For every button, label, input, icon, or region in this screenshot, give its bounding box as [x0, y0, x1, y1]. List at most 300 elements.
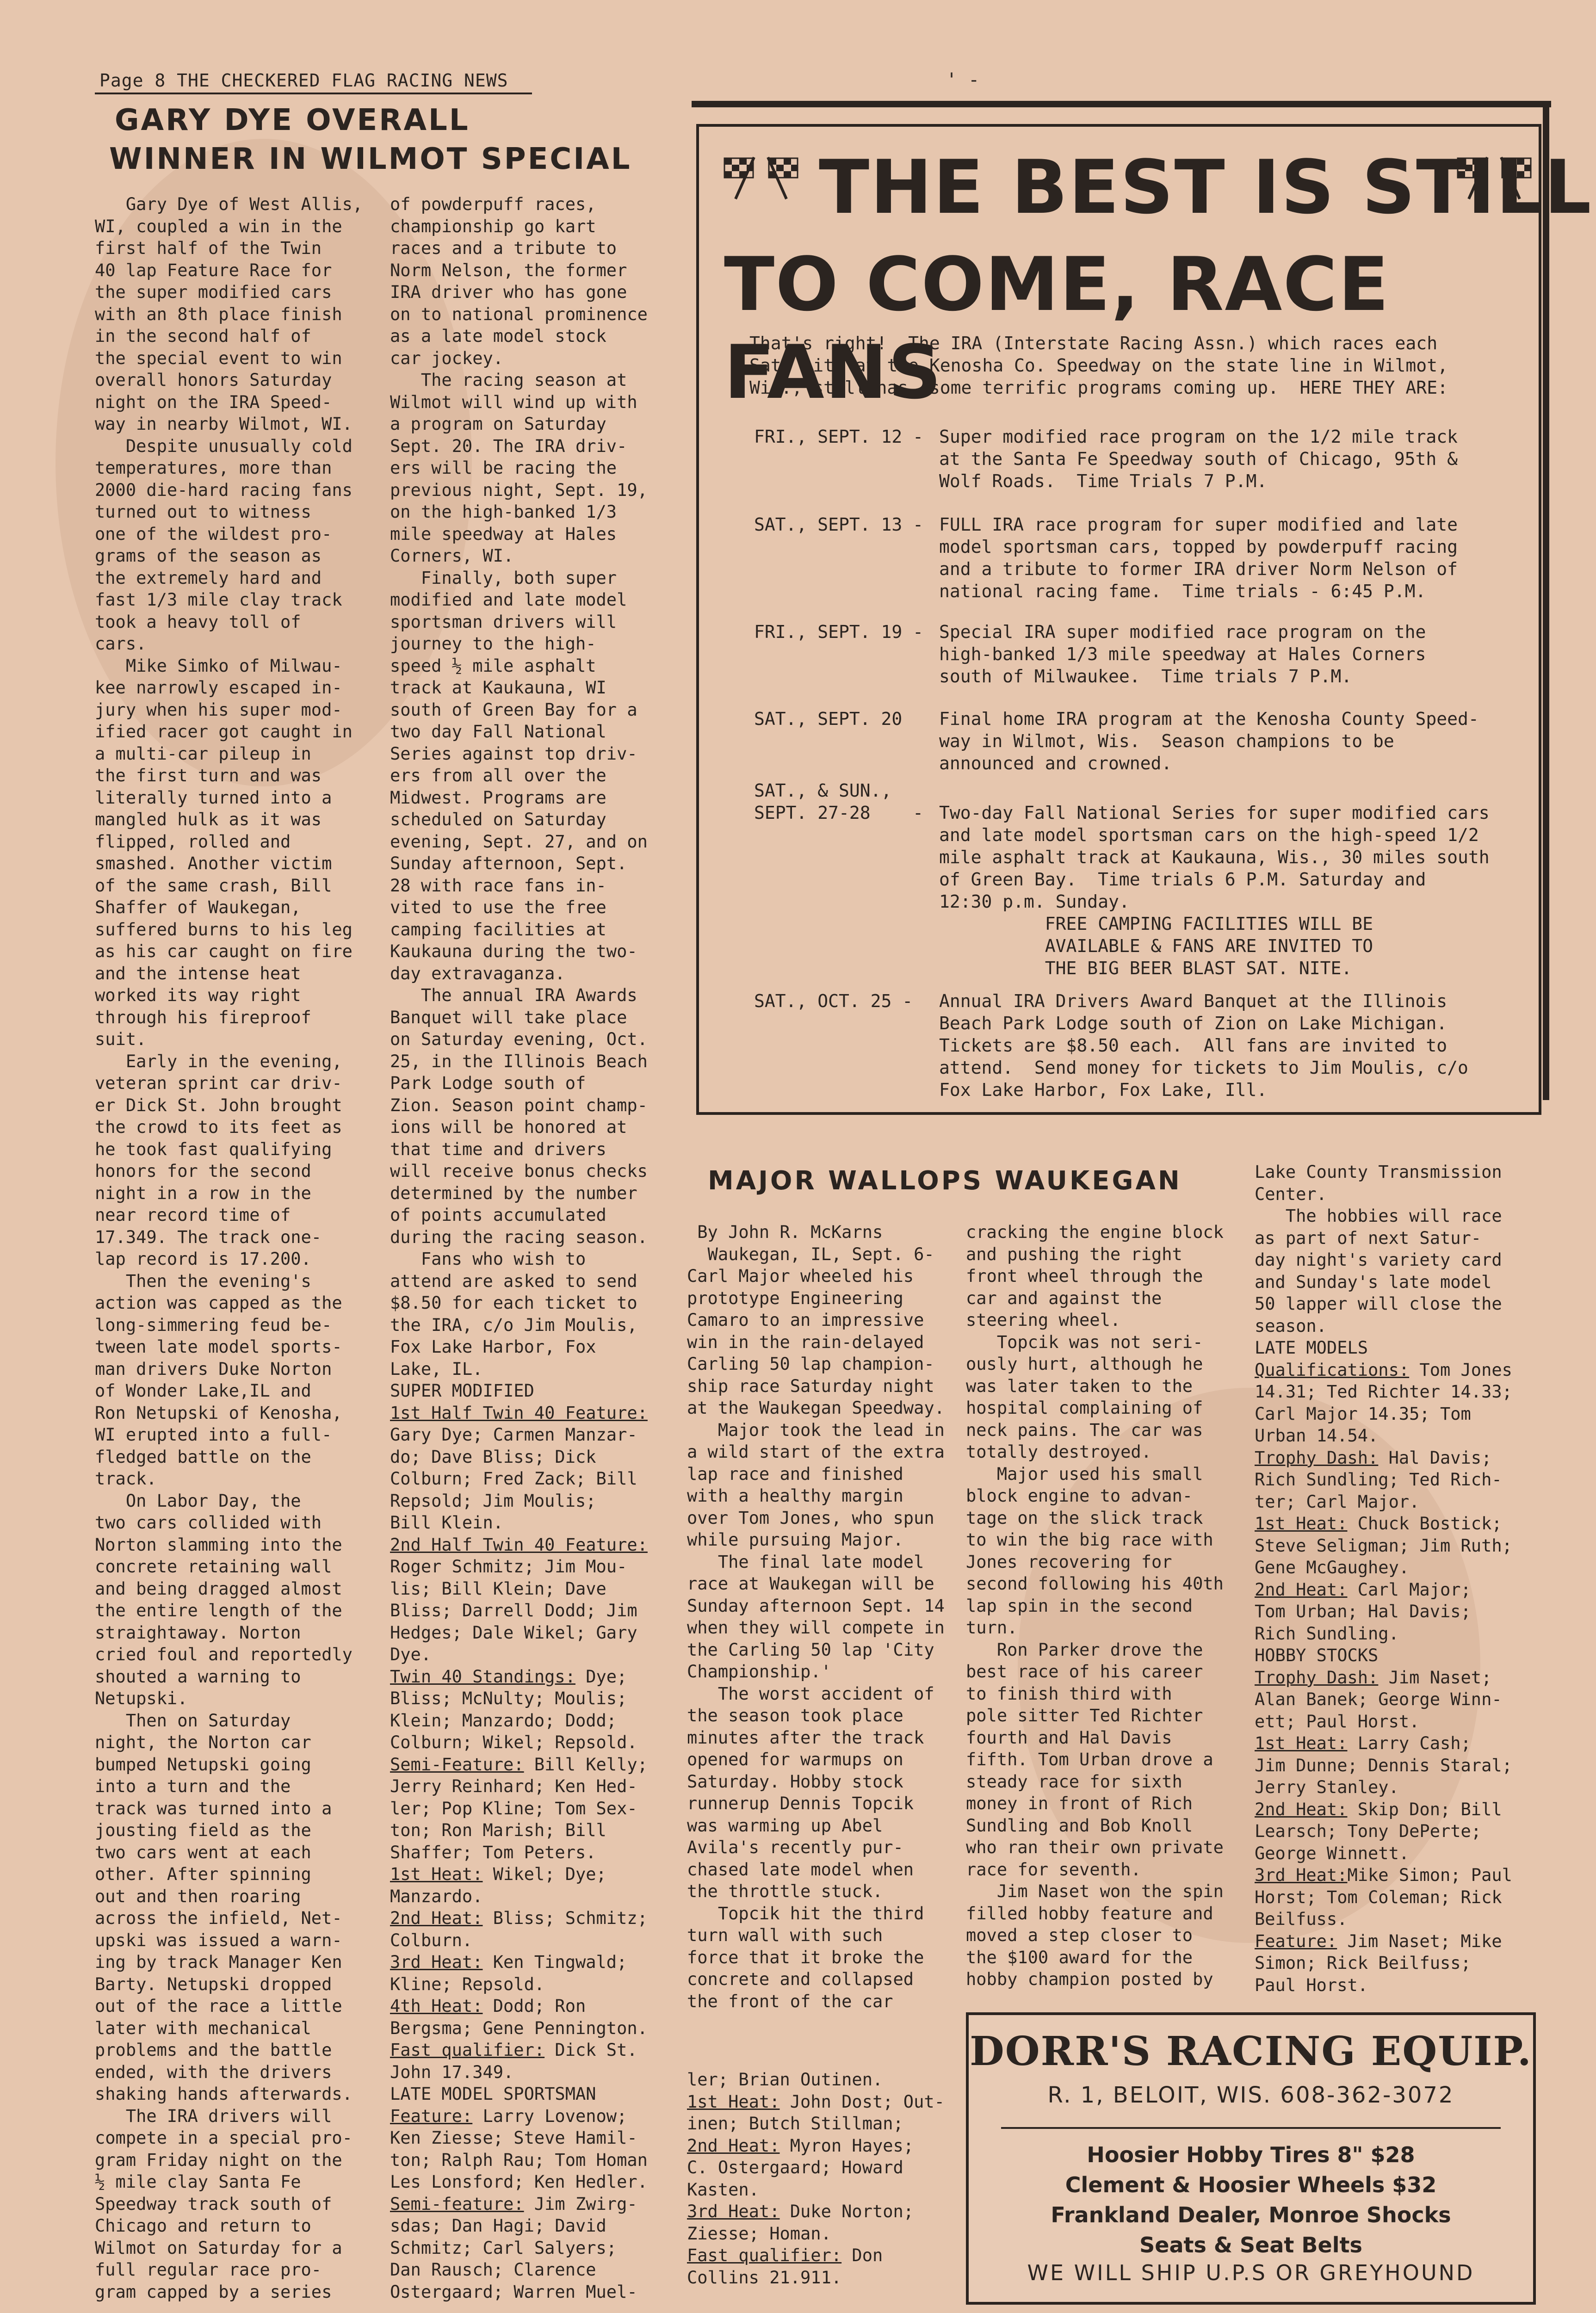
schedule-date: SAT., SEPT. 13 - [754, 514, 924, 535]
text-line: Carl Major 14.35; Tom [1255, 1404, 1471, 1424]
schedule-line: Annual IRA Drivers Award Banquet at the Illinois [939, 991, 1448, 1011]
text-line: Wilmot will wind up with [390, 392, 637, 412]
text-line: lap record is 17.200. [95, 1249, 311, 1269]
text-line: to finish third with [966, 1683, 1172, 1704]
text-line: Dye. [390, 1645, 432, 1664]
text-line: championship go kart [390, 216, 596, 236]
text-line: two day Fall National [390, 722, 606, 742]
text-line: 2nd Heat: Bliss; Schmitz; [390, 1908, 648, 1928]
text-line: the crowd to its feet as [95, 1117, 342, 1137]
masthead: Page 8 THE CHECKERED FLAG RACING NEWS [99, 70, 508, 91]
dorr-ad-line-2: Clement & Hoosier Wheels $32 [1065, 2172, 1437, 2197]
text-line: 50 lapper will close the [1255, 1294, 1502, 1314]
text-line: Learsch; Tony DePerte; [1255, 1821, 1482, 1841]
text-line: Gary Dye; Carmen Manzar- [390, 1425, 637, 1445]
text-line: jury when his super mod- [95, 699, 342, 720]
text-line: totally destroyed. [966, 1442, 1151, 1462]
text-line: 2nd Heat: Carl Major; [1255, 1579, 1471, 1600]
text-line: the season took place [687, 1706, 903, 1725]
text-line: ended, with the drivers [95, 2062, 332, 2082]
text-line: Sunday afternoon, Sept. [390, 853, 627, 873]
text-line: 1st Half Twin 40 Feature: [390, 1403, 648, 1423]
text-line: honors for the second [95, 1161, 311, 1181]
text-line: long-simmering feud be- [95, 1315, 332, 1335]
schedule-date: SAT., SEPT. 20 [754, 709, 903, 729]
text-line: smashed. Another victim [95, 853, 332, 873]
text-line: ers from all over the [390, 766, 606, 785]
text-line: ers will be racing the [390, 458, 617, 478]
text-line: across the infield, Net- [95, 1908, 342, 1928]
text-line: Colburn; Fred Zack; Bill [390, 1469, 637, 1489]
text-line: The worst accident of [687, 1683, 934, 1704]
text-line: Jerry Stanley. [1255, 1777, 1399, 1797]
text-line: suit. [95, 1029, 147, 1049]
schedule-line: model sportsman cars, topped by powderpuff racing [939, 537, 1458, 557]
text-line: temperatures, more than [95, 458, 332, 478]
text-line: Norm Nelson, the former [390, 260, 627, 280]
text-line: of powderpuff races, [390, 194, 596, 214]
text-line: Then on Saturday [95, 1710, 291, 1731]
schedule-line: Fox Lake Harbor, Fox Lake, Ill. [939, 1080, 1268, 1100]
text-line: ously hurt, although he [966, 1354, 1203, 1374]
schedule-description [939, 779, 1490, 979]
text-line: upski was issued a warn- [95, 1930, 342, 1950]
text-line: Lake, IL. [390, 1359, 483, 1379]
text-line: of Wonder Lake,IL and [95, 1381, 311, 1401]
schedule-line: national racing fame. Time trials - 6:45 P.M. [939, 581, 1426, 601]
text-line: 28 with race fans in- [390, 875, 606, 896]
text-line: ton; Ralph Rau; Tom Homan [390, 2150, 648, 2170]
article1-headline-line2: WINNER IN WILMOT SPECIAL [109, 142, 632, 176]
dorr-racing-ad [966, 2012, 1536, 2305]
text-line: Ziesse; Homan. [687, 2223, 831, 2244]
text-line: action was capped as the [95, 1293, 342, 1313]
text-line: By John R. McKarns [687, 1222, 883, 1242]
text-line: Rich Sundling; Ted Rich- [1255, 1470, 1502, 1490]
text-line: of the same crash, Bill [95, 875, 332, 896]
corner-mark: ' - [946, 69, 980, 91]
text-line: moved a step closer to [966, 1925, 1193, 1945]
text-line: ing by track Manager Ken [95, 1952, 342, 1972]
text-line: Bill Klein. [390, 1513, 504, 1533]
text-line: night on the IRA Speed- [95, 392, 332, 412]
text-line: vited to use the free [390, 897, 606, 917]
text-line: the extremely hard and [95, 568, 322, 588]
text-line: Bliss; McNulty; Moulis; [390, 1688, 627, 1708]
schedule-line: AVAILABLE & FANS ARE INVITED TO [939, 936, 1373, 956]
schedule-line: FREE CAMPING FACILITIES WILL BE [939, 914, 1373, 934]
text-line: race for seventh. [966, 1859, 1141, 1880]
text-line: Shaffer of Waukegan, [95, 897, 301, 917]
dorr-ad-line-1: Hoosier Hobby Tires 8" $28 [1087, 2142, 1415, 2167]
text-line: compete in a special pro- [95, 2128, 353, 2148]
text-line: Feature: Larry Lovenow; [390, 2106, 627, 2126]
schedule-date: SAT., OCT. 25 - [754, 991, 913, 1011]
text-line: of points accumulated [390, 1205, 606, 1225]
text-line: 2000 die-hard racing fans [95, 480, 353, 500]
text-line: Netupski. [95, 1688, 188, 1708]
text-line: full regular race pro- [95, 2260, 322, 2280]
text-line: Finally, both super [390, 568, 617, 588]
text-line: race at Waukegan will be [687, 1574, 934, 1594]
text-line: Colburn. [390, 1930, 473, 1950]
text-line: C. Ostergaard; Howard [687, 2158, 903, 2177]
checkered-flags-icon [722, 153, 800, 204]
text-line: 2nd Heat: Skip Don; Bill [1255, 1799, 1502, 1819]
text-line: Semi-Feature: Bill Kelly; [390, 1754, 648, 1775]
text-line: with an 8th place finish [95, 304, 342, 324]
text-line: and pushing the right [966, 1244, 1182, 1264]
text-line: Major used his small [966, 1464, 1203, 1484]
schedule-date: FRI., SEPT. 12 - [754, 427, 924, 447]
text-line: 1st Heat: John Dost; Out- [687, 2091, 945, 2112]
text-line: through his fireproof [95, 1007, 311, 1027]
text-line: steering wheel. [966, 1310, 1121, 1330]
text-line: 4th Heat: Dodd; Ron [390, 1996, 586, 2016]
schedule-line: and late model sportsman cars on the high-speed 1/2 [939, 825, 1479, 845]
text-line: and being dragged almost [95, 1578, 342, 1599]
ad-top-border [692, 101, 1551, 107]
text-line: Jim Naset won the spin [966, 1881, 1224, 1901]
text-line: LATE MODELS [1255, 1338, 1368, 1358]
text-line: Series against top driv- [390, 743, 637, 764]
text-line: 17.349. The track one- [95, 1227, 322, 1247]
text-line: Sundling and Bob Knoll [966, 1815, 1193, 1836]
text-line: force that it broke the [687, 1947, 924, 1967]
text-line: Semi-feature: Jim Zwirg- [390, 2194, 637, 2214]
schedule-line: south of Milwaukee. Time trials 7 P.M. [939, 666, 1352, 686]
dorr-ad-shipping: WE WILL SHIP U.P.S OR GREYHOUND [1027, 2260, 1475, 2285]
text-line: at the Waukegan Speedway. [687, 1398, 945, 1418]
text-line: opened for warmups on [687, 1750, 903, 1769]
text-line: Alan Banek; George Winn- [1255, 1689, 1502, 1709]
text-line: Sept. 20. The IRA driv- [390, 436, 627, 456]
text-line: 1st Heat: Larry Cash; [1255, 1733, 1471, 1753]
schedule-description [939, 426, 1458, 492]
text-line: south of Green Bay for a [390, 699, 637, 720]
text-line: Colburn; Wikel; Repsold. [390, 1732, 637, 1752]
text-line: Major took the lead in [687, 1420, 945, 1440]
text-line: WI, coupled a win in the [95, 216, 342, 236]
text-line: in the second half of [95, 326, 311, 346]
text-line: night in a row in the [95, 1183, 311, 1203]
dorr-ad-address: R. 1, BELOIT, WIS. 608-362-3072 [1047, 2082, 1454, 2108]
text-line: lap race and finished [687, 1464, 903, 1484]
text-line: fourth and Hal Davis [966, 1727, 1172, 1748]
text-line: Tom Urban; Hal Davis; [1255, 1602, 1471, 1621]
schedule-line: attend. Send money for tickets to Jim Moulis, c/o [939, 1058, 1468, 1078]
text-line: as his car caught on fire [95, 941, 353, 961]
text-line: Kasten. [687, 2179, 759, 2200]
text-line: Rich Sundling. [1255, 1623, 1399, 1644]
text-line: HOBBY STOCKS [1255, 1645, 1379, 1665]
text-line: track was turned into a [95, 1798, 332, 1818]
text-line: ton; Ron Marish; Bill [390, 1820, 606, 1840]
text-line: sportsman drivers will [390, 612, 617, 632]
text-line: Despite unusually cold [95, 436, 353, 456]
text-line: track. [95, 1469, 157, 1489]
text-line: runnerup Dennis Topcik [687, 1794, 914, 1813]
text-line: gram Friday night on the [95, 2150, 342, 2170]
article2-column-2 [966, 1221, 1262, 1991]
text-line: suffered burns to his leg [95, 919, 353, 940]
text-line: concrete and collapsed [687, 1969, 914, 1989]
text-line: LATE MODEL SPORTSMAN [390, 2084, 596, 2104]
text-line: was warming up Abel [687, 1815, 883, 1836]
text-line: was later taken to the [966, 1376, 1193, 1396]
text-line: night, the Norton car [95, 1732, 311, 1752]
text-line: Ron Netupski of Kenosha, [95, 1403, 342, 1423]
text-line: 3rd Heat: Duke Norton; [687, 2202, 914, 2221]
text-line: car jockey. [390, 348, 504, 368]
text-line: 1st Heat: Wikel; Dye; [390, 1864, 606, 1884]
text-line: Topcik was not seri- [966, 1332, 1203, 1352]
text-line: Trophy Dash: Jim Naset; [1255, 1667, 1492, 1688]
ad-headline-line2: TO COME, RACE FANS [724, 241, 1390, 415]
text-line: 1st Heat: Chuck Bostick; [1255, 1514, 1502, 1534]
schedule-date: SAT., & SUN., SEPT. 27-28 - [754, 780, 924, 823]
text-line: Carl Major wheeled his [687, 1266, 914, 1286]
text-line: John 17.349. [390, 2062, 514, 2082]
text-line: Zion. Season point champ- [390, 1095, 648, 1115]
text-line: Early in the evening, [95, 1051, 342, 1071]
text-line: later with mechanical [95, 2018, 311, 2038]
text-line: On Labor Day, the [95, 1490, 301, 1511]
text-line: a multi-car pileup in [95, 743, 311, 764]
text-line: Speedway track south of [95, 2194, 332, 2214]
text-line: literally turned into a [95, 787, 332, 808]
text-line: attend are asked to send [390, 1271, 637, 1291]
text-line: two cars collided with [95, 1513, 322, 1533]
text-line: neck pains. The car was [966, 1420, 1203, 1440]
text-line: and Sunday's late model [1255, 1272, 1492, 1292]
text-line: the $100 award for the [966, 1947, 1193, 1967]
ad-headline-line1: THE BEST IS STILL [819, 144, 1592, 230]
text-line: ified racer got caught in [95, 722, 353, 742]
text-line: fast 1/3 mile clay track [95, 590, 342, 610]
text-line: on Saturday evening, Oct. [390, 1029, 648, 1049]
text-line: bumped Netupski going [95, 1754, 311, 1775]
text-line: out and then roaring [95, 1886, 301, 1906]
text-line: the IRA, c/o Jim Moulis, [390, 1315, 637, 1335]
text-line: Barty. Netupski dropped [95, 1974, 332, 1994]
article2-headline: MAJOR WALLOPS WAUKEGAN [708, 1166, 1182, 1196]
text-line: as part of next Satur- [1255, 1228, 1482, 1248]
text-line: Corners, WI. [390, 546, 514, 566]
text-line: the Carling 50 lap 'City [687, 1639, 934, 1660]
article2-column-1 [687, 1221, 974, 2012]
text-line: George Winnett. [1255, 1843, 1410, 1863]
schedule-line: Super modified race program on the 1/2 mile track [939, 427, 1458, 447]
text-line: Waukegan, IL, Sept. 6- [687, 1244, 934, 1264]
text-line: tween late model sports- [95, 1337, 342, 1357]
text-line: win in the rain-delayed [687, 1332, 924, 1352]
text-line: problems and the battle [95, 2040, 332, 2060]
text-line: speed ½ mile asphalt [390, 656, 596, 676]
ad-intro-line: That's right! The IRA (Interstate Racing Assn.) which races each [749, 333, 1438, 353]
text-line: track at Kaukauna, WI [390, 678, 606, 698]
text-line: he took fast qualifying [95, 1139, 332, 1159]
ad-intro [749, 332, 1448, 399]
schedule-line: and a tribute to former IRA driver Norm Nelson of [939, 559, 1458, 579]
text-line: Qualifications: Tom Jones [1255, 1360, 1512, 1380]
text-line: that time and drivers [390, 1139, 606, 1159]
text-line: The annual IRA Awards [390, 985, 637, 1005]
schedule-line: Special IRA super modified race program on the [939, 622, 1426, 642]
text-line: 25, in the Illinois Beach [390, 1051, 648, 1071]
schedule-date: FRI., SEPT. 19 - [754, 622, 924, 642]
schedule-line: Beach Park Lodge south of Zion on Lake Michigan. [939, 1013, 1448, 1033]
text-line: filled hobby feature and [966, 1903, 1213, 1923]
text-line: Center. [1255, 1184, 1327, 1204]
text-line: mangled hulk as it was [95, 810, 322, 829]
text-line: and the intense heat [95, 963, 301, 983]
schedule-line: Two-day Fall National Series for super modified cars [939, 803, 1490, 823]
schedule-line: THE BIG BEER BLAST SAT. NITE. [939, 958, 1352, 978]
text-line: Camaro to an impressive [687, 1310, 924, 1330]
text-line: Fast qualifier: Dick St. [390, 2040, 637, 2060]
text-line: Avila's recently pur- [687, 1837, 903, 1857]
text-line: Bergsma; Gene Pennington. [390, 2018, 648, 2038]
article1-headline-line1: GARY DYE OVERALL [115, 103, 470, 137]
text-line: inen; Butch Stillman; [687, 2114, 903, 2134]
dorr-ad-line-4: Seats & Seat Belts [1139, 2233, 1362, 2257]
text-line: lap spin in the second [966, 1596, 1193, 1616]
text-line: sdas; Dan Hagi; David [390, 2216, 606, 2236]
text-line: best race of his career [966, 1662, 1203, 1682]
text-line: races and a tribute to [390, 238, 617, 258]
text-line: Collins 21.911. [687, 2267, 842, 2288]
text-line: Ron Parker drove the [966, 1639, 1203, 1660]
text-line: jousting field as the [95, 1820, 311, 1840]
text-line: chased late model when [687, 1859, 914, 1880]
text-line: money in front of Rich [966, 1794, 1193, 1813]
text-line: 14.31; Ted Richter 14.33; [1255, 1382, 1512, 1402]
text-line: camping facilities at [390, 919, 606, 940]
schedule-line: at the Santa Fe Speedway south of Chicago, 95th & [939, 449, 1458, 469]
text-line: Simon; Rick Beilfuss; [1255, 1953, 1471, 1973]
article2-column-1-continued [687, 2069, 974, 2288]
text-line: Manzardo. [390, 1886, 483, 1906]
text-line: fledged battle on the [95, 1447, 311, 1467]
text-line: Gary Dye of West Allis, [95, 194, 363, 214]
text-line: who ran their own private [966, 1837, 1224, 1857]
text-line: day night's variety card [1255, 1250, 1502, 1270]
text-line: block engine to advan- [966, 1486, 1193, 1506]
text-line: car and against the [966, 1288, 1162, 1308]
text-line: The racing season at [390, 370, 627, 390]
text-line: previous night, Sept. 19, [390, 480, 648, 500]
text-line: to win the big race with [966, 1530, 1213, 1550]
schedule-line: announced and crowned. [939, 753, 1172, 773]
text-line: veteran sprint car driv- [95, 1073, 342, 1093]
text-line: Steve Seligman; Jim Ruth; [1255, 1535, 1512, 1556]
text-line: Ostergaard; Warren Muel- [390, 2282, 637, 2302]
schedule-line: Wolf Roads. Time Trials 7 P.M. [939, 471, 1268, 491]
text-line: on the high-banked 1/3 [390, 502, 617, 522]
text-line: Schmitz; Carl Salyers; [390, 2238, 617, 2258]
text-line: overall honors Saturday [95, 370, 332, 390]
schedule-line: mile asphalt track at Kaukauna, Wis., 30 miles south [939, 847, 1490, 867]
text-line: 3rd Heat:Mike Simon; Paul [1255, 1865, 1512, 1885]
text-line: way in nearby Wilmot, WI. [95, 414, 353, 434]
text-line: out of the race a little [95, 1996, 342, 2016]
text-line: cracking the engine block [966, 1222, 1224, 1242]
text-line: Championship.' [687, 1662, 831, 1682]
text-line: The hobbies will race [1255, 1206, 1502, 1226]
text-line: prototype Engineering [687, 1288, 903, 1308]
text-line: Repsold; Jim Moulis; [390, 1490, 596, 1511]
text-line: Kaukauna during the two- [390, 941, 637, 961]
schedule-line: 12:30 p.m. Sunday. [939, 891, 1130, 912]
text-line: over Tom Jones, who spun [687, 1508, 934, 1528]
text-line: hospital complaining of [966, 1398, 1203, 1418]
text-line: cried foul and reportedly [95, 1645, 353, 1664]
text-line: ter; Carl Major. [1255, 1491, 1420, 1512]
text-line: grams of the season as [95, 546, 322, 566]
text-line: Twin 40 Standings: Dye; [390, 1666, 627, 1687]
text-line: fifth. Tom Urban drove a [966, 1750, 1213, 1769]
text-line: WI erupted into a full- [95, 1425, 332, 1445]
text-line: Jerry Reinhard; Ken Hed- [390, 1776, 637, 1796]
text-line: tage on the slick track [966, 1508, 1203, 1528]
text-line: the entire length of the [95, 1601, 342, 1620]
text-line: Banquet will take place [390, 1007, 627, 1027]
text-line: concrete retaining wall [95, 1557, 332, 1577]
text-line: IRA driver who has gone [390, 282, 627, 302]
text-line: determined by the number [390, 1183, 637, 1203]
text-line: SUPER MODIFIED [390, 1381, 534, 1401]
text-line: as a late model stock [390, 326, 606, 346]
text-line: shouted a warning to [95, 1666, 301, 1687]
text-line: Norton slamming into the [95, 1534, 342, 1555]
text-line: steady race for sixth [966, 1771, 1182, 1792]
text-line: on to national prominence [390, 304, 648, 324]
text-line: ett; Paul Horst. [1255, 1711, 1420, 1732]
text-line: two cars went at each [95, 1842, 311, 1862]
text-line: Hedges; Dale Wikel; Gary [390, 1622, 637, 1643]
article2-column-3 [1255, 1161, 1551, 1996]
text-line: lis; Bill Klein; Dave [390, 1578, 606, 1599]
text-line: the special event to win [95, 348, 342, 368]
text-line: season. [1255, 1316, 1327, 1336]
text-line: $8.50 for each ticket to [390, 1293, 637, 1313]
schedule-line: Tickets are $8.50 each. All fans are invited to [939, 1035, 1448, 1056]
text-line: 40 lap Feature Race for [95, 260, 332, 280]
text-line: first half of the Twin [95, 238, 322, 258]
schedule-description [939, 708, 1479, 774]
text-line: ler; Brian Outinen. [687, 2070, 883, 2090]
article1-headline [109, 101, 632, 179]
text-line: Chicago and return to [95, 2216, 311, 2236]
article1-column-1 [95, 193, 391, 2303]
text-line: second following his 40th [966, 1574, 1224, 1594]
dorr-ad-line-3: Frankland Dealer, Monroe Shocks [1051, 2202, 1451, 2227]
text-line: Saturday. Hobby stock [687, 1771, 903, 1792]
text-line: worked its way right [95, 985, 301, 1005]
text-line: evening, Sept. 27, and on [390, 831, 648, 852]
text-line: Roger Schmitz; Jim Mou- [390, 1557, 627, 1577]
schedule-line: FULL IRA race program for super modified and late [939, 514, 1458, 535]
text-line: turned out to witness [95, 502, 311, 522]
text-line: shaking hands afterwards. [95, 2084, 353, 2104]
text-line: Jones recovering for [966, 1552, 1172, 1572]
text-line: hobby champion posted by [966, 1969, 1213, 1989]
text-line: Lake County Transmission [1255, 1162, 1502, 1182]
text-line: while pursuing Major. [687, 1530, 903, 1550]
text-line: front wheel through the [966, 1266, 1203, 1286]
text-line: Dan Rausch; Clarence [390, 2260, 596, 2280]
